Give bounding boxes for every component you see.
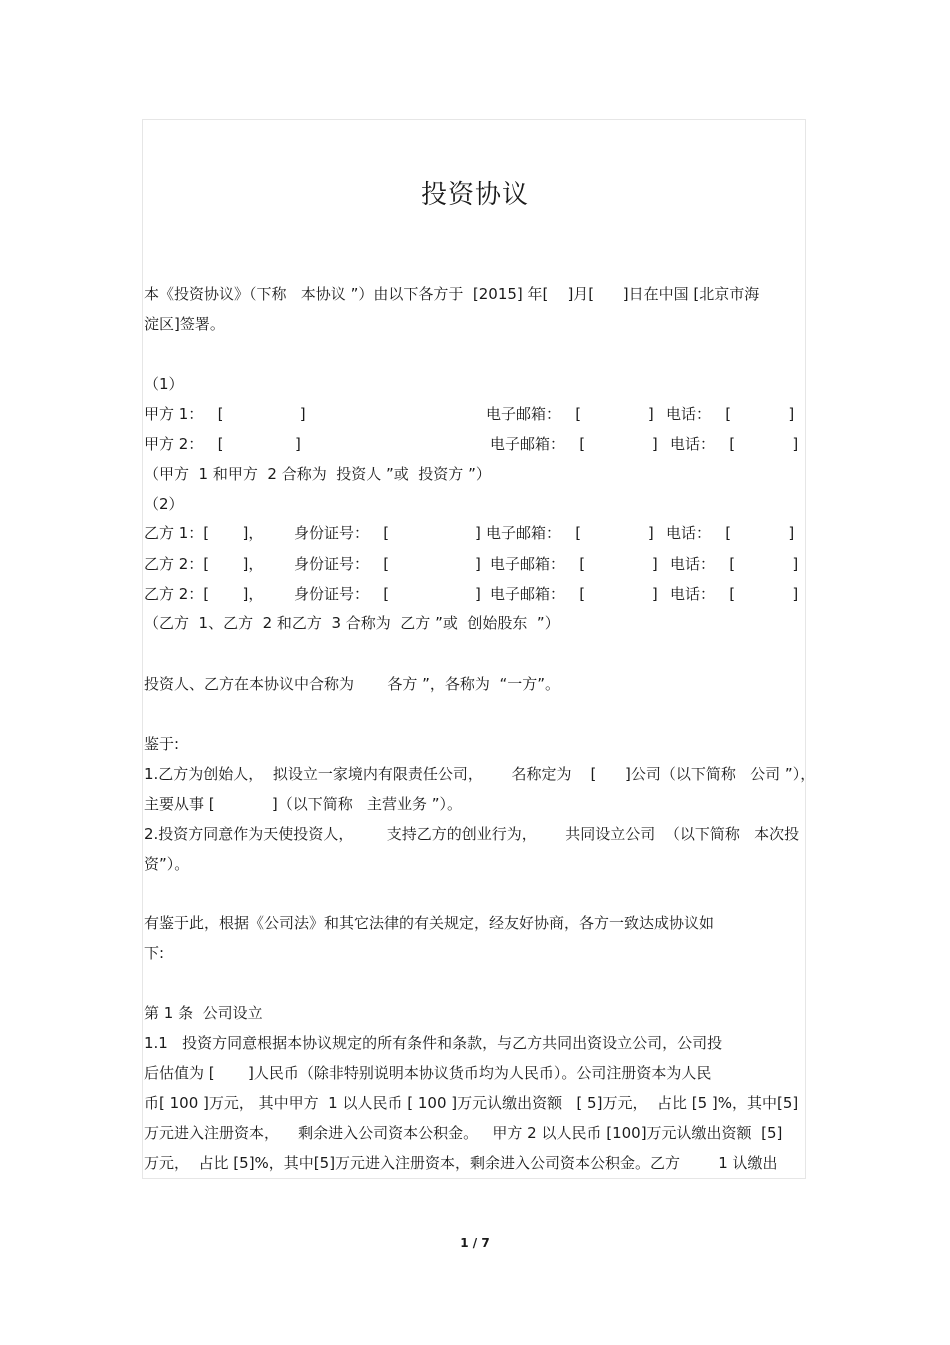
article-1-line-3: 币[ 100 ]万元， 其中甲方 1 以人民币 [ 100 ]万元认缴出资额 [ 5]万元， 占比 [5 ]%，其中[5] — [144, 1094, 799, 1112]
party-b-note: （乙方 1、乙方 2 和乙方 3 合称为 乙方 ”或 创始股东 ”） — [144, 614, 560, 632]
party-b2-phone: 电话： [ ] — [670, 555, 799, 573]
whereas-heading: 鉴于: — [144, 735, 180, 753]
party-b1-email: 电子邮箱： [ ] — [486, 524, 654, 542]
intro-line-2: 淀区]签署。 — [144, 315, 225, 333]
party-b2-email: 电子邮箱： [ ] — [490, 555, 658, 573]
group2-label: （2） — [144, 495, 184, 513]
article-1-line-5: 万元， 占比 [5]%，其中[5]万元进入注册资本，剩余进入公司资本公积金。乙方 1 认缴出 — [144, 1154, 778, 1172]
agreement-clause-line-2: 下: — [144, 944, 165, 962]
document-title: 投资协议 — [420, 180, 529, 210]
intro-line-1: 本《投资协议》（下称 本协议 ”）由以下各方于 [2015] 年[ ]月[ ]日在中国 [北京市海 — [144, 285, 760, 303]
article-1-line-4: 万元进入注册资本， 剩余进入公司资本公积金。 甲方 2 以人民币 [100]万元认缴出资额 [5] — [144, 1124, 783, 1142]
party-a-note: （甲方 1 和甲方 2 合称为 投资人 ”或 投资方 ”） — [144, 465, 491, 483]
party-b1-name: 乙方 1：[ ]， — [144, 524, 264, 542]
party-b3-phone: 电话： [ ] — [670, 585, 799, 603]
parties-definition: 投资人、乙方在本协议中合称为 各方 ”，各称为 “一方”。 — [144, 675, 560, 693]
party-a2-phone: 电话： [ ] — [670, 435, 799, 453]
party-b2-id: 身份证号： [ ] — [294, 555, 481, 573]
party-b3-id: 身份证号： [ ] — [294, 585, 481, 603]
article-1-line-2: 后估值为 [ ]人民币（除非特别说明本协议货币均为人民币）。公司注册资本为人民 — [144, 1064, 712, 1082]
party-b1-id: 身份证号： [ ] — [294, 524, 481, 542]
whereas-line-4: 资”）。 — [144, 855, 190, 873]
party-a2-email: 电子邮箱： [ ] — [490, 435, 658, 453]
whereas-line-1: 1.乙方为创始人， 拟设立一家境内有限责任公司， 名称定为 [ ]公司（以下简称 公司 ”）， — [144, 765, 816, 783]
party-b2-name: 乙方 2：[ ]， — [144, 555, 264, 573]
group1-label: （1） — [144, 375, 184, 393]
agreement-clause-line-1: 有鉴于此，根据《公司法》和其它法律的有关规定，经友好协商，各方一致达成协议如 — [144, 914, 715, 932]
party-a1-email: 电子邮箱： [ ] — [486, 405, 654, 423]
party-a1-phone: 电话： [ ] — [666, 405, 795, 423]
article-1-heading: 第 1 条 公司设立 — [144, 1004, 263, 1022]
party-a2-name: 甲方 2： [ ] — [144, 435, 301, 453]
party-a1-name: 甲方 1： [ ] — [144, 405, 306, 423]
article-1-line-1: 1.1 投资方同意根据本协议规定的所有条件和条款，与乙方共同出资设立公司，公司投 — [144, 1034, 723, 1052]
party-b3-email: 电子邮箱： [ ] — [490, 585, 658, 603]
whereas-line-3: 2.投资方同意作为天使投资人， 支持乙方的创业行为， 共同设立公司 （以下简称 本次投 — [144, 825, 800, 843]
page-indicator: 1 / 7 — [460, 1236, 490, 1250]
party-b3-name: 乙方 2：[ ]， — [144, 585, 264, 603]
whereas-line-2: 主要从事 [ ]（以下简称 主营业务 ”）。 — [144, 795, 463, 813]
party-b1-phone: 电话： [ ] — [666, 524, 795, 542]
